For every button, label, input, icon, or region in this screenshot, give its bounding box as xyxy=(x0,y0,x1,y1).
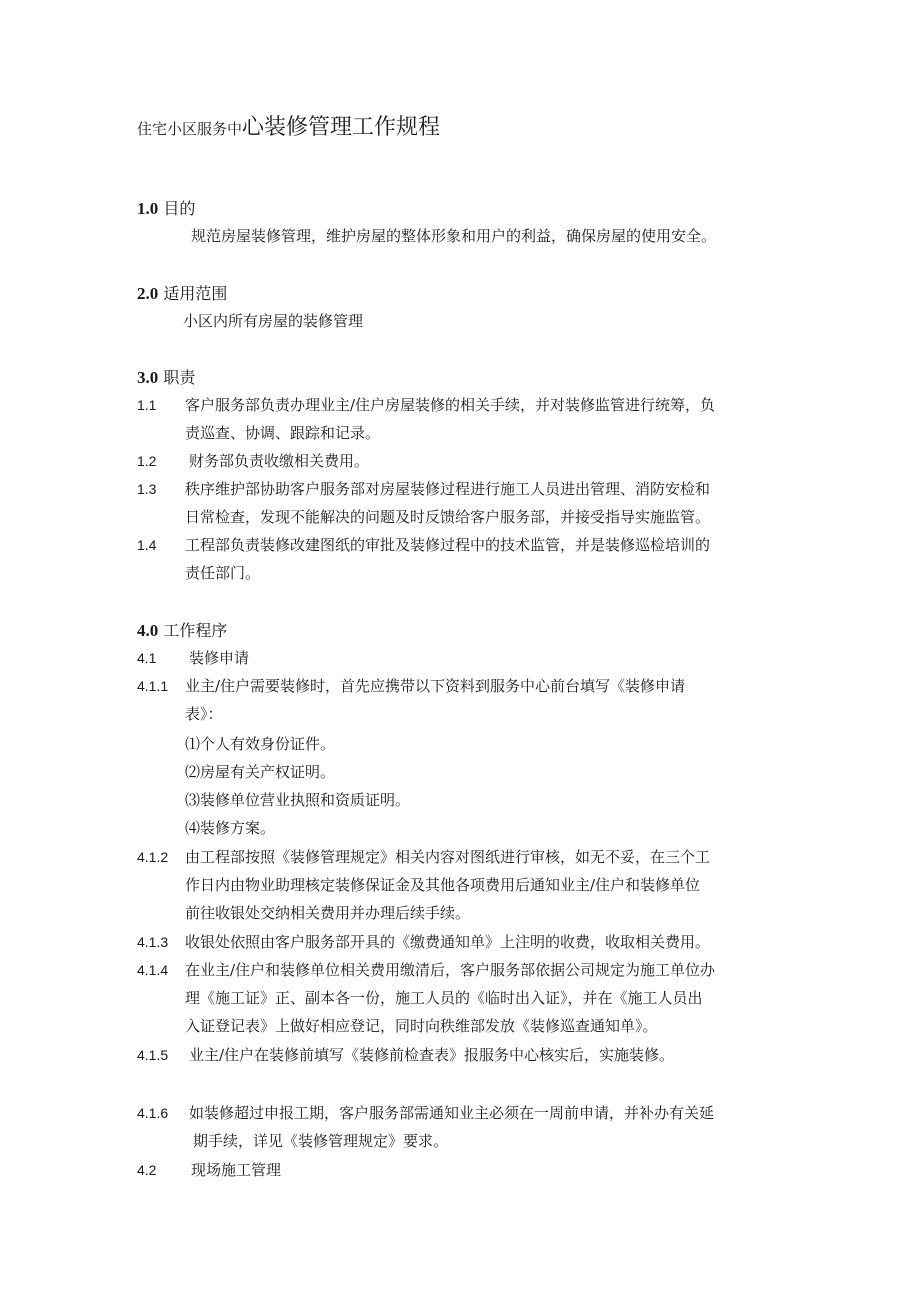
section-body-2 xyxy=(183,307,363,335)
section-number: 1.0 xyxy=(137,199,159,218)
item-number: 1.3 xyxy=(137,481,157,497)
list-item xyxy=(185,531,710,587)
list-item xyxy=(185,475,710,531)
title-large-part: 心装修管理工作规程 xyxy=(242,115,441,140)
paragraph-line: 作日内由物业助理核定装修保证金及其他各项费用后通知业主/住户和装修单位 xyxy=(185,876,701,894)
paragraph-line: 现场施工管理 xyxy=(191,1161,282,1179)
paragraph-line: 小区内所有房屋的装修管理 xyxy=(183,312,364,330)
section-heading-4 xyxy=(137,618,227,641)
paragraph-line: 秩序维护部协助客户服务部对房屋装修过程进行施工人员进出管理、消防安检和 xyxy=(185,480,711,498)
paragraph-line: 装修申请 xyxy=(189,649,250,667)
subsection-number: 4.2 xyxy=(137,1162,157,1178)
paragraph-line: 收银处依照由客户服务部开具的《缴费通知单》上注明的收费，收取相关费用。 xyxy=(185,933,711,951)
section-number: 4.0 xyxy=(137,621,159,640)
section-heading-2 xyxy=(137,281,227,304)
paragraph-line: 期手续，详见《装修管理规定》要求。 xyxy=(193,1132,449,1150)
section-title: 适用范围 xyxy=(163,284,228,303)
paragraph-line: 责巡查、协调、跟踪和记录。 xyxy=(185,424,381,442)
section-title: 工作程序 xyxy=(163,621,228,640)
title-small-part: 住宅小区服务中 xyxy=(137,120,243,138)
list-item: ⑶装修单位营业执照和资质证明。 xyxy=(185,791,411,809)
paragraph-line: 表》： xyxy=(185,705,223,723)
item-number: 1.1 xyxy=(137,397,157,413)
item-number: 4.1.5 xyxy=(137,1047,169,1063)
subsection-title xyxy=(189,644,249,672)
section-number: 2.0 xyxy=(137,284,159,303)
section-title: 职责 xyxy=(163,368,196,387)
section-heading-1 xyxy=(137,196,195,219)
paragraph-line: 工程部负责装修改建图纸的审批及装修过程中的技术监管，并是装修巡检培训的 xyxy=(185,536,711,554)
item-number: 4.1.2 xyxy=(137,849,169,865)
list-item xyxy=(185,672,685,728)
item-number: 4.1.4 xyxy=(137,962,169,978)
list-item: ⑷装修方案。 xyxy=(185,819,276,837)
list-item xyxy=(185,391,715,447)
list-item: ⑴个人有效身份证件。 xyxy=(185,735,336,753)
paragraph-line: 责任部门。 xyxy=(185,564,261,582)
paragraph-line: 在业主/住户和装修单位相关费用缴清后，客户服务部依据公司规定为施工单位办 xyxy=(185,961,716,979)
list-item xyxy=(189,447,369,475)
paragraph-line: 前往收银处交纳相关费用并办理后续手续。 xyxy=(185,904,471,922)
paragraph-line: 理《施工证》正、副本各一份，施工人员的《临时出入证》，并在《施工人员出 xyxy=(185,989,703,1007)
item-number: 4.1.3 xyxy=(137,934,169,950)
materials-list xyxy=(185,730,410,842)
list-item xyxy=(189,1099,714,1155)
item-number: 1.2 xyxy=(137,453,157,469)
list-item xyxy=(185,843,710,927)
paragraph-line: 由工程部按照《装修管理规定》相关内容对图纸进行审核，如无不妥，在三个工 xyxy=(185,848,711,866)
section-number: 3.0 xyxy=(137,368,159,387)
subsection-title xyxy=(191,1156,281,1184)
list-item xyxy=(189,1041,674,1069)
list-item xyxy=(185,956,715,1040)
section-title: 目的 xyxy=(163,199,196,218)
paragraph-line: 业主/住户需要装修时，首先应携带以下资料到服务中心前台填写《装修申请 xyxy=(185,677,686,695)
paragraph-line: 财务部负责收缴相关费用。 xyxy=(189,452,370,470)
section-body-1 xyxy=(191,222,716,250)
item-number: 4.1.6 xyxy=(137,1105,169,1121)
paragraph-line: 入证登记表》上做好相应登记，同时向秩维部发放《装修巡查通知单》。 xyxy=(185,1017,658,1035)
paragraph-line: 规范房屋装修管理，维护房屋的整体形象和用户的利益，确保房屋的使用安全。 xyxy=(191,227,717,245)
page-title xyxy=(137,110,440,141)
paragraph-line: 业主/住户在装修前填写《装修前检查表》报服务中心核实后，实施装修。 xyxy=(189,1046,675,1064)
subsection-number: 4.1 xyxy=(137,650,157,666)
paragraph-line: 客户服务部负责办理业主/住户房屋装修的相关手续，并对装修监管进行统筹，负 xyxy=(185,396,716,414)
list-item: ⑵房屋有关产权证明。 xyxy=(185,763,336,781)
item-number: 1.4 xyxy=(137,537,157,553)
section-heading-3 xyxy=(137,365,195,388)
paragraph-line: 日常检查，发现不能解决的问题及时反馈给客户服务部，并接受指导实施监管。 xyxy=(185,508,711,526)
list-item xyxy=(185,928,710,956)
item-number: 4.1.1 xyxy=(137,678,169,694)
paragraph-line: 如装修超过申报工期，客户服务部需通知业主必须在一周前申请，并补办有关延 xyxy=(189,1104,715,1122)
